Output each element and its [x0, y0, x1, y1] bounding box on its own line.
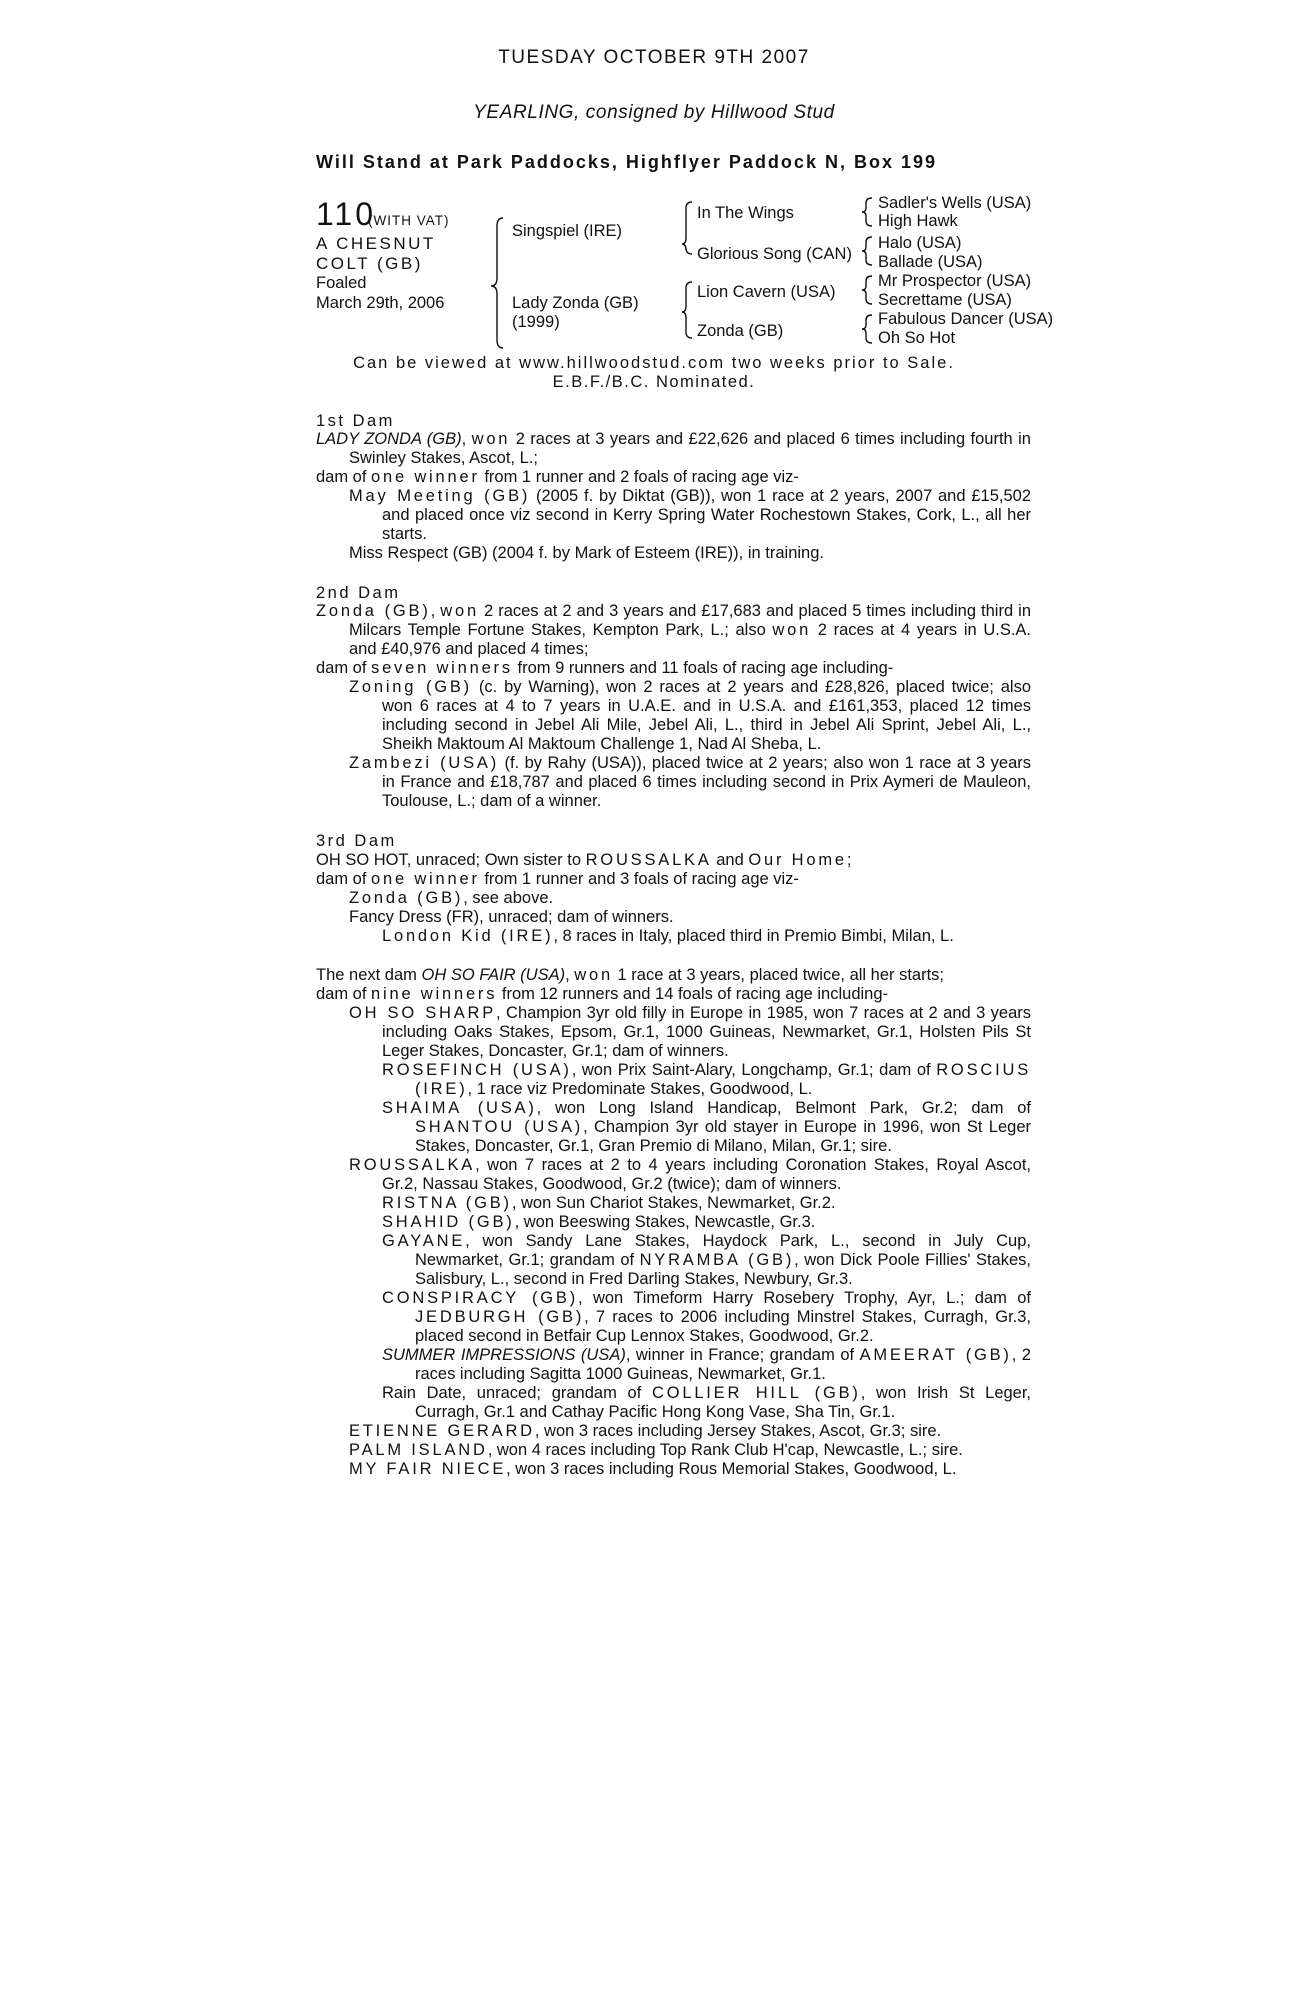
produce-name-2: NYRAMBA (GB) — [639, 1251, 795, 1269]
produce-name: ETIENNE GERARD — [349, 1422, 535, 1440]
produce-name: Zambezi (USA) — [349, 754, 500, 772]
first-dam-won: won — [471, 430, 511, 448]
next-dam-grand-produce-1 — [382, 1061, 1031, 1099]
next-dam-won: won — [574, 966, 613, 984]
summary-pre: dam of — [316, 870, 372, 888]
grandsire-7: Fabulous Dancer (USA) — [878, 310, 1054, 328]
third-dam-record — [316, 851, 998, 870]
sire-sire-name: In The Wings — [697, 204, 794, 222]
next-dam-grand-produce-3 — [382, 1194, 998, 1213]
produce-text-b: , won Dick Poole Fillies' Stakes, Salisbury, L., second in Fred Darling Stakes, Newbury, Gr.3. — [415, 1251, 1031, 1288]
produce-text: (f. by Rahy (USA)), placed twice at 2 years; also won 1 race at 3 years in France and £18,787 and placed 6 times including second in Prix Aymeri de Mauleon, Toulouse, L.; dam of a winner. — [382, 754, 1032, 810]
first-dam-produce-2 — [349, 544, 1031, 563]
produce-name-2: ROSCIUS (IRE) — [415, 1061, 1031, 1098]
foaled-date: March 29th, 2006 — [316, 294, 445, 312]
pedigree-brackets — [0, 0, 1308, 360]
grandsire-5: Mr Prospector (USA) — [878, 272, 1032, 290]
second-dam-text-b: 2 races at 4 years in U.S.A. and £40,976 and placed 4 times; — [349, 621, 1031, 658]
produce-text-b: , 7 races to 2006 including Minstrel Stakes, Curragh, Gr.3, placed second in Betfair Cup Lennox Stakes, Goodwood, Gr.2. — [415, 1308, 1031, 1345]
produce-text: , Champion 3yr old filly in Europe in 1985, won 7 races at 2 and 3 years including Oaks Stakes, Epsom, Gr.1, 1000 Guineas, Newmarket, Gr.1, Holsten Pils St Leger Stakes, Doncaster, Gr.1; dam of winners. — [382, 1004, 1031, 1060]
produce-name: May Meeting (GB) — [349, 487, 531, 505]
dam-year: (1999) — [512, 313, 560, 331]
dam-dam-name: Zonda (GB) — [697, 322, 784, 340]
produce-name: SHAHID (GB) — [382, 1213, 515, 1231]
summary-pre: dam of — [316, 659, 372, 677]
summary-post: from 1 runner and 3 foals of racing age viz- — [479, 870, 799, 888]
produce-text-b: , 1 race viz Predominate Stakes, Goodwood, L. — [467, 1080, 813, 1098]
foaled-label: Foaled — [316, 274, 367, 292]
lot-number: 110 — [316, 196, 377, 232]
dam-name: Lady Zonda (GB) — [512, 294, 639, 312]
g-brace-4 — [862, 315, 872, 343]
g-brace-3 — [862, 276, 872, 304]
produce-name-2: COLLIER HILL (GB) — [652, 1384, 861, 1402]
grandsire-2: High Hawk — [878, 212, 958, 230]
sire-dam-name: Glorious Song (CAN) — [697, 245, 852, 263]
produce-text: , won Prix Saint-Alary, Longchamp, Gr.1; dam of — [571, 1061, 937, 1079]
next-dam-produce-summary — [316, 985, 998, 1004]
second-dam-produce-summary — [316, 659, 998, 678]
third-dam-text: OH SO HOT, unraced; Own sister to — [316, 851, 586, 869]
produce-text: , won 3 races including Rous Memorial Stakes, Goodwood, L. — [506, 1460, 957, 1478]
sire-brace — [682, 202, 692, 254]
second-dam-won-2: won — [772, 621, 812, 639]
produce-name: Zonda (GB) — [349, 889, 464, 907]
second-dam-record: Zonda (GB), won 2 races at 2 and 3 years and £17,683 and placed 5 times including third in Milcars Temple Fortune Stakes, Kempton Park, L.; also won 2 races at 4 years in U.S.A. and £40,976 and placed 4 times; — [316, 602, 1032, 658]
g-brace-1 — [862, 198, 872, 226]
summary-pre: dam of — [316, 468, 372, 486]
produce-name: Zoning (GB) — [349, 678, 472, 696]
produce-name: OH SO SHARP — [349, 1004, 497, 1022]
viewing-note: Can be viewed at www.hillwoodstud.com two weeks prior to Sale. — [353, 354, 955, 372]
produce-name: London Kid (IRE) — [382, 927, 554, 945]
summary-pre: dam of — [316, 985, 372, 1003]
sale-date: TUESDAY OCTOBER 9TH 2007 — [498, 47, 810, 68]
produce-text: , won 3 races including Jersey Stakes, Ascot, Gr.3; sire. — [534, 1422, 942, 1440]
grandsire-3: Halo (USA) — [878, 234, 962, 252]
third-dam-title: 3rd Dam — [316, 832, 397, 850]
second-dam-won: won — [440, 602, 479, 620]
produce-text: , won 7 races at 2 to 4 years including Coronation Stakes, Royal Ascot, Gr.2, Nassau Stakes, Goodwood, Gr.2 (twice); dam of winners. — [382, 1156, 1031, 1193]
second-dam-name: Zonda (GB) — [316, 602, 431, 620]
stable-location: Will Stand at Park Paddocks, Highflyer Paddock N, Box 199 — [316, 152, 937, 172]
produce-name-2: JEDBURGH (GB) — [415, 1308, 585, 1326]
third-dam-sibling-1: ROUSSALKA — [585, 851, 712, 869]
dam-brace — [682, 282, 692, 338]
grandsire-4: Ballade (USA) — [878, 253, 983, 271]
produce-name: ROUSSALKA — [349, 1156, 476, 1174]
summary-winners: seven winners — [371, 659, 513, 677]
next-dam-grand-produce-2 — [382, 1099, 1031, 1156]
next-dam-grand-produce-7 — [382, 1346, 1031, 1384]
lot-description: A CHESNUT COLT (GB) — [316, 234, 436, 273]
third-dam-produce-summary — [316, 870, 998, 889]
produce-text: , won Long Island Handicap, Belmont Park, Gr.2; dam of — [536, 1099, 1031, 1117]
produce-text: , see above. — [463, 889, 554, 907]
produce-name: PALM ISLAND — [349, 1441, 488, 1459]
produce-name: ROSEFINCH (USA) — [382, 1061, 572, 1079]
next-dam-grand-produce-6 — [382, 1289, 1031, 1346]
summary-post: from 12 runners and 14 foals of racing age including- — [497, 985, 889, 1003]
third-dam-sibling-2: Our Home — [748, 851, 847, 869]
first-dam-text: 2 races at 3 years and £22,626 and placed 6 times including fourth in Swinley Stakes, Ascot, L.; — [349, 430, 1031, 467]
main-brace — [491, 218, 503, 348]
produce-text: , won Timeform Harry Rosebery Trophy, Ayr, L.; dam of — [578, 1289, 1031, 1307]
nomination-note: E.B.F./B.C. Nominated. — [552, 373, 756, 391]
second-dam-text-a: 2 races at 2 and 3 years and £17,683 and placed 5 times including third in Milcars Temple Fortune Stakes, Kempton Park, L.; also — [349, 602, 1032, 639]
produce-text: , won Sandy Lane Stakes, Haydock Park, L., second in July Cup, Newmarket, Gr.1; grandam of — [415, 1232, 1031, 1269]
produce-name-2: AMEERAT (GB) — [859, 1346, 1012, 1364]
next-dam-produce-3 — [349, 1422, 998, 1441]
second-dam-produce-2 — [349, 754, 1031, 811]
grandsire-1: Sadler's Wells (USA) — [878, 194, 1032, 212]
first-dam-title: 1st Dam — [316, 412, 395, 430]
next-dam-pre: The next dam — [316, 966, 422, 984]
produce-name-2: SHANTOU (USA) — [415, 1118, 584, 1136]
produce-text: , won Beeswing Stakes, Newcastle, Gr.3. — [514, 1213, 816, 1231]
produce-text: Miss Respect (GB) (2004 f. by Mark of Esteem (IRE)), in training. — [349, 544, 824, 562]
produce-text: Rain Date, unraced; grandam of — [382, 1384, 652, 1402]
third-dam-end: ; — [846, 851, 852, 869]
next-dam-grand-produce-8 — [382, 1384, 1031, 1422]
produce-text-b: , Champion 3yr old stayer in Europe in 1996, won St Leger Stakes, Doncaster, Gr.1, Gran Premio di Milano, Milan, Gr.1; sire. — [415, 1118, 1031, 1155]
produce-text: (c. by Warning), won 2 races at 2 years and £28,826, placed twice; also won 6 races at 4 to 7 years in U.A.E. and in U.S.A. and £161,353, placed 12 times including second in Jebel Ali Mile, Jebel Ali, L., third in Jebel Ali Sprint, Jebel Ali, L., Sheikh Maktoum Al Maktoum Challenge 1, Nad Al Sheba, L. — [382, 678, 1032, 753]
next-dam-produce-5 — [349, 1460, 998, 1479]
next-dam-grand-produce-4 — [382, 1213, 998, 1232]
produce-text: , 8 races in Italy, placed third in Premio Bimbi, Milan, L. — [553, 927, 954, 945]
produce-text: , won Sun Chariot Stakes, Newmarket, Gr.2. — [511, 1194, 836, 1212]
produce-text: , won 4 races including Top Rank Club H'cap, Newcastle, L.; sire. — [487, 1441, 963, 1459]
third-dam-produce-3 — [382, 927, 998, 946]
third-dam-produce-1 — [349, 889, 998, 908]
next-dam-grand-produce-5 — [382, 1232, 1031, 1289]
sire-name: Singspiel (IRE) — [512, 222, 623, 240]
produce-text: , winner in France; grandam of — [625, 1346, 860, 1364]
first-dam-produce-summary — [316, 468, 998, 487]
g-brace-2 — [862, 237, 872, 265]
next-dam-produce-4 — [349, 1441, 998, 1460]
summary-post: from 9 runners and 11 foals of racing age including- — [512, 659, 894, 677]
produce-name: SHAIMA (USA) — [382, 1099, 537, 1117]
produce-text: Fancy Dress (FR), unraced; dam of winners. — [349, 908, 674, 926]
next-dam-name: OH SO FAIR (USA) — [421, 966, 566, 984]
next-dam-text: 1 race at 3 years, placed twice, all her starts; — [612, 966, 945, 984]
next-dam-produce-2 — [349, 1156, 1031, 1194]
produce-text-b: , won Irish St Leger, Curragh, Gr.1 and Cathay Pacific Hong Kong Vase, Sha Tin, Gr.1. — [415, 1384, 1032, 1421]
third-dam-mid: and — [711, 851, 749, 869]
summary-winners: one winner — [371, 870, 480, 888]
consignment-line: YEARLING, consigned by Hillwood Stud — [473, 102, 835, 123]
summary-winners: one winner — [371, 468, 480, 486]
next-dam-produce-1 — [349, 1004, 1031, 1061]
produce-name: CONSPIRACY (GB) — [382, 1289, 578, 1307]
produce-name: GAYANE — [382, 1232, 466, 1250]
first-dam-record: LADY ZONDA (GB), won 2 races at 3 years and £22,626 and placed 6 times including fourth in Swinley Stakes, Ascot, L.; — [316, 430, 1031, 467]
grandsire-8: Oh So Hot — [878, 329, 956, 347]
produce-name: MY FAIR NIECE — [349, 1460, 507, 1478]
produce-text-b: , 2 races including Sagitta 1000 Guineas, Newmarket, Gr.1. — [415, 1346, 1031, 1383]
grandsire-6: Secrettame (USA) — [878, 291, 1012, 309]
produce-name: SUMMER IMPRESSIONS (USA) — [382, 1346, 626, 1364]
vat-note: (WITH VAT) — [368, 213, 450, 228]
first-dam-produce-1 — [349, 487, 1031, 544]
summary-winners: nine winners — [371, 985, 498, 1003]
produce-name: RISTNA (GB) — [382, 1194, 512, 1212]
third-dam-produce-2 — [349, 908, 998, 927]
dam-sire-name: Lion Cavern (USA) — [697, 283, 836, 301]
second-dam-produce-1 — [349, 678, 1031, 754]
first-dam-name: LADY ZONDA (GB) — [316, 430, 462, 448]
next-dam-record: The next dam OH SO FAIR (USA), won 1 race at 3 years, placed twice, all her starts; — [316, 966, 945, 984]
summary-post: from 1 runner and 2 foals of racing age viz- — [479, 468, 799, 486]
second-dam-title: 2nd Dam — [316, 584, 401, 602]
produce-text: (2005 f. by Diktat (GB)), won 1 race at 2 years, 2007 and £15,502 and placed once viz second in Kerry Spring Water Rochestown Stakes, Cork, L., all her starts. — [382, 487, 1031, 543]
